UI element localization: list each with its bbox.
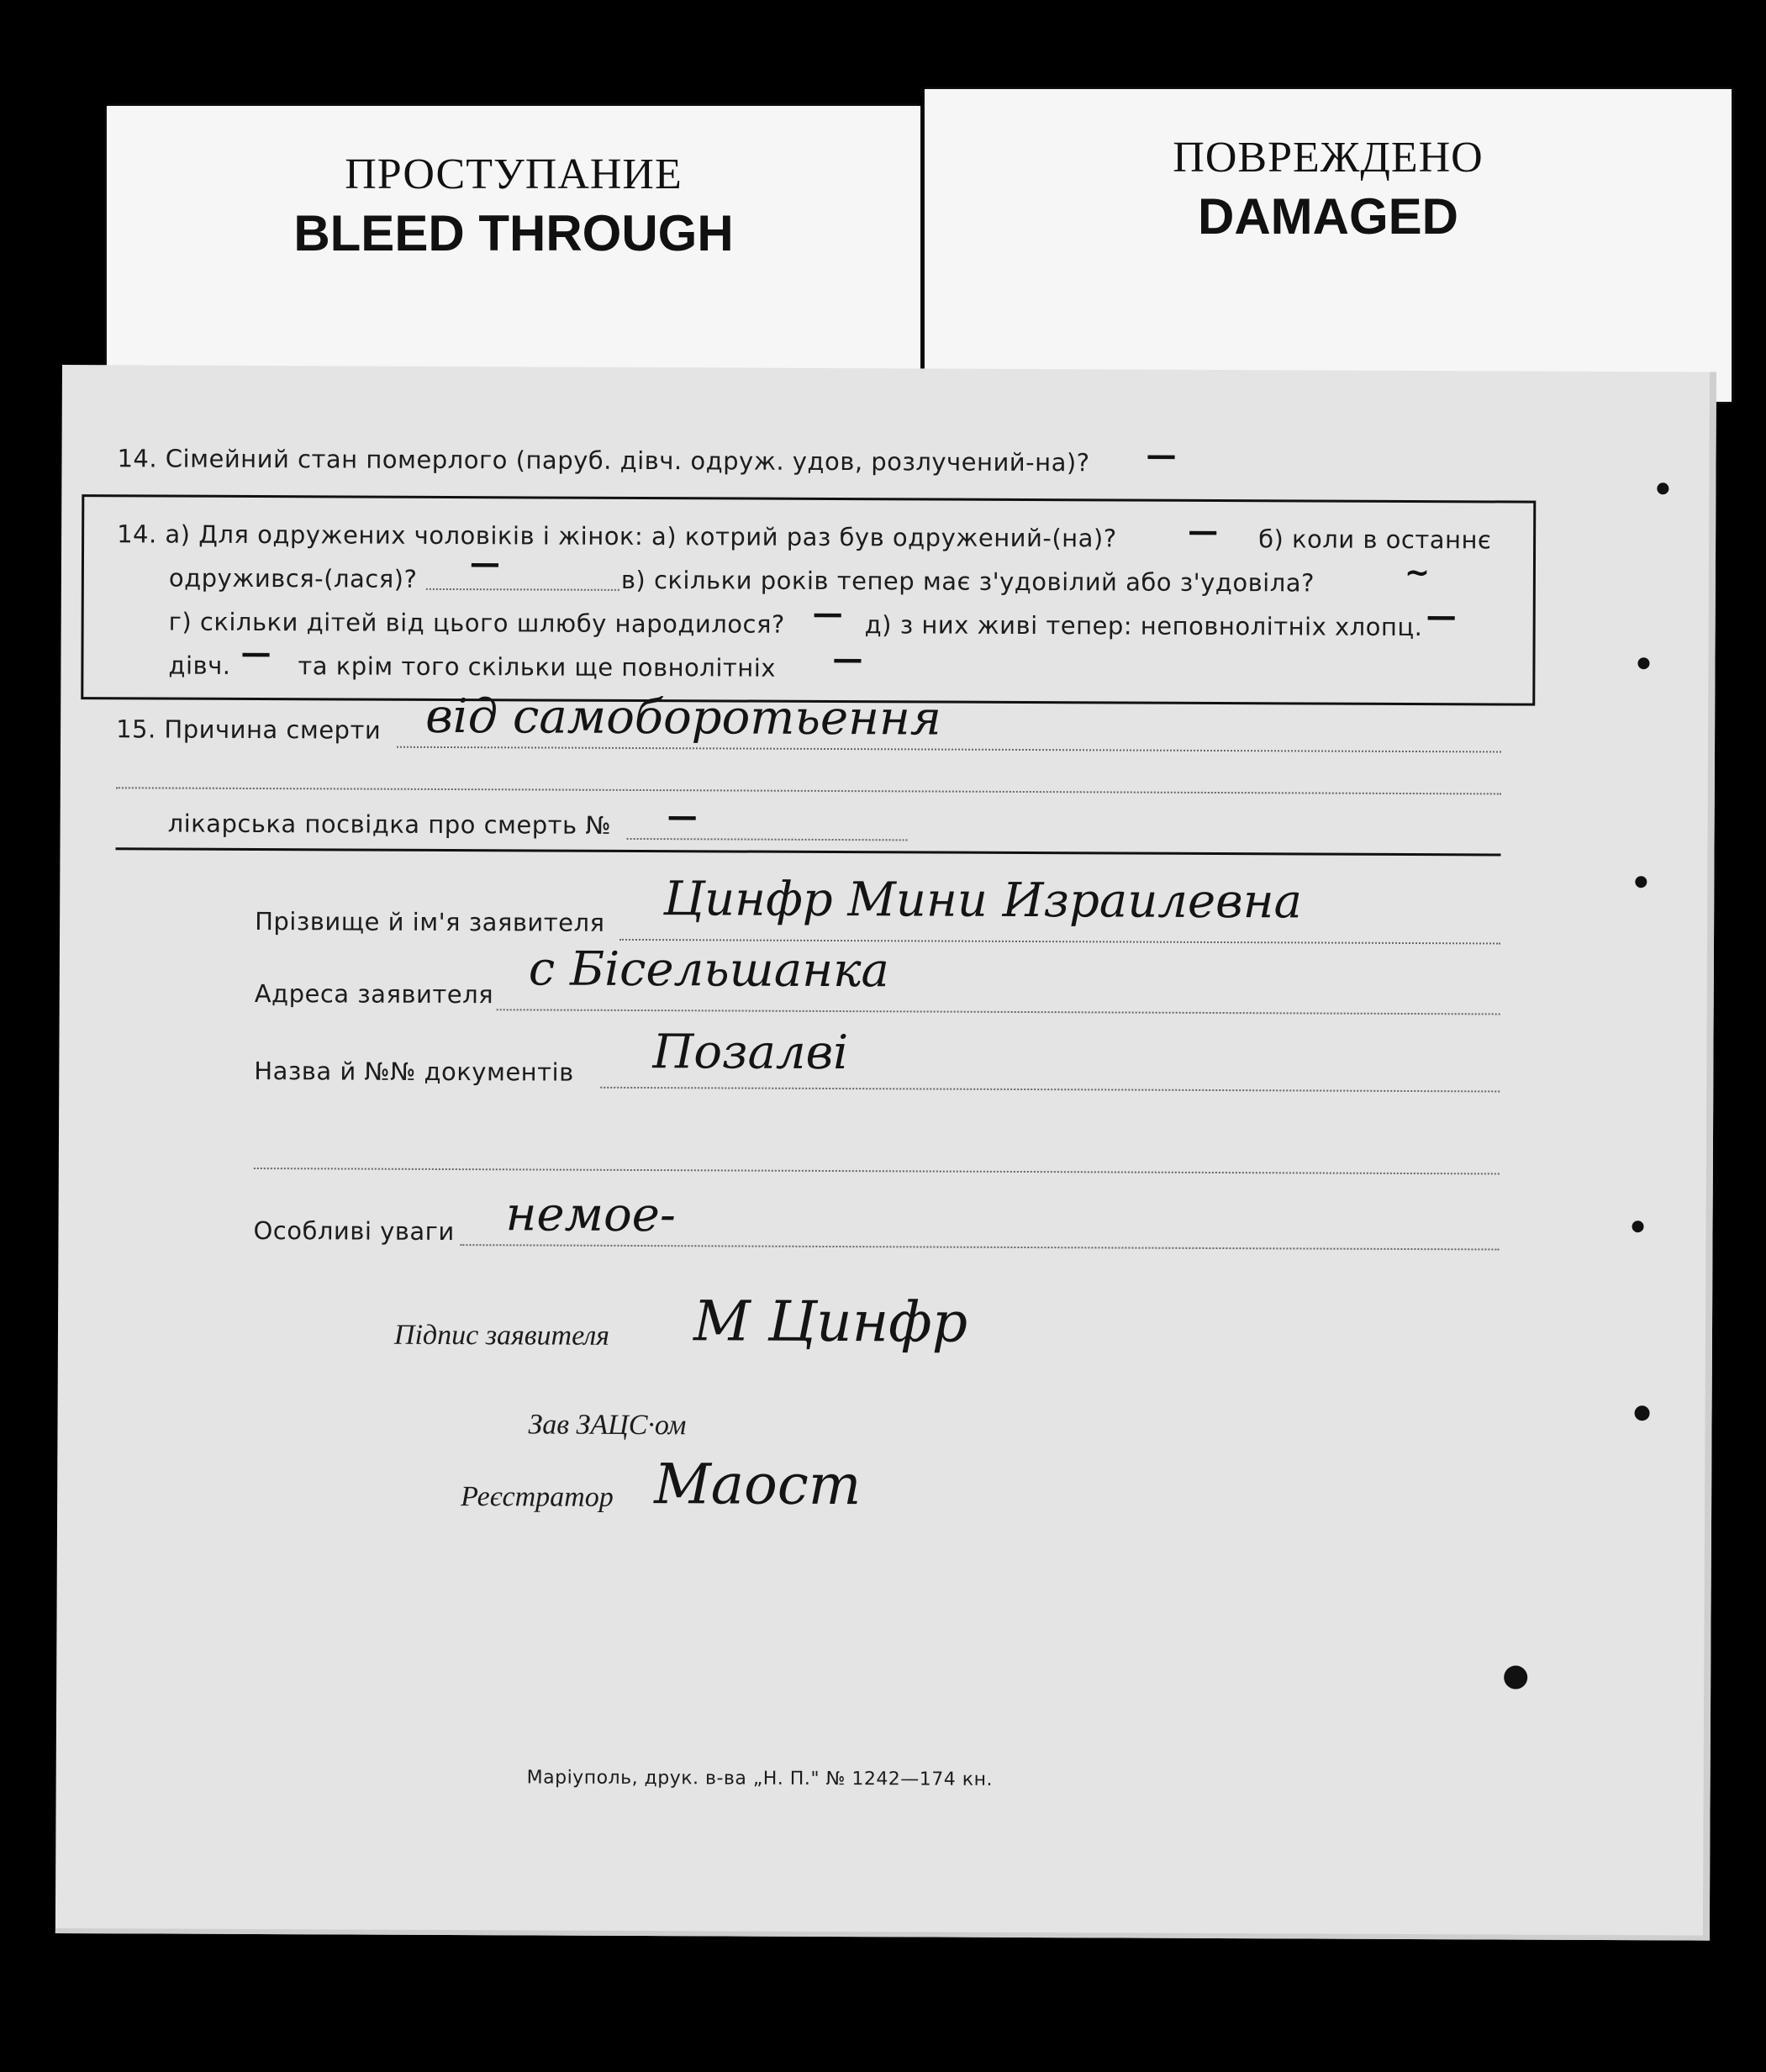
q14a-line3b: д) з них живі тепер: неповнолітніх хлопц. xyxy=(864,610,1423,642)
binding-hole xyxy=(1637,657,1649,669)
q14a-line4b: та крім того скільки ще повнолітніх xyxy=(298,651,777,683)
cert-dotline xyxy=(627,838,908,841)
zags-label: Зав ЗАЦС·ом xyxy=(528,1409,687,1442)
q14a-boys-answer: — xyxy=(1426,599,1457,635)
q14-label: 14. Сімейний стан померлого (паруб. дівч. одруж. удов, розлучений-на)? xyxy=(117,444,1090,477)
q14a-girls-answer: — xyxy=(240,635,271,672)
q15-label: 15. Причина смерти xyxy=(116,714,382,745)
q14a-line3a: г) скільки дітей від цього шлюбу народилося? xyxy=(168,607,785,639)
documents-label: Назва й №№ документів xyxy=(254,1057,574,1087)
q14a-last-answer: — xyxy=(469,546,501,582)
q15-dotline xyxy=(397,746,1501,753)
documents-dotline-2 xyxy=(254,1168,1500,1174)
applicant-name-label: Прізвище й ім'я заявителя xyxy=(255,907,605,937)
q14a-line1b: б) коли в останнє xyxy=(1258,525,1492,555)
binding-hole xyxy=(1657,482,1668,494)
applicant-signature: М Цинфр xyxy=(693,1289,968,1355)
signature-label: Підпис заявителя xyxy=(393,1319,610,1352)
q14a-line2a: одружився-(лася)? xyxy=(168,563,418,593)
bleed-through-en: BLEED THROUGH xyxy=(293,205,734,261)
printer-imprint: Маріуполь, друк. в-ва „Н. П." № 1242—174 кн. xyxy=(526,1767,994,1790)
q14a-widowed-answer: ~ xyxy=(1404,555,1431,591)
remarks-dotline xyxy=(460,1244,1499,1250)
binding-hole xyxy=(1504,1665,1527,1689)
q14a-line2b: в) скільки років тепер має з'удовілий або з'удовіла? xyxy=(620,565,1315,598)
documents-handwriting: Позалві xyxy=(652,1025,849,1081)
q14a-line4a: дівч. xyxy=(168,651,231,680)
damaged-card xyxy=(925,89,1732,402)
binding-hole xyxy=(1635,876,1647,888)
death-record-form xyxy=(55,365,1716,1941)
q14a-children-answer: — xyxy=(812,596,843,632)
applicant-address-dotline xyxy=(497,1009,1500,1015)
applicant-address-handwriting: с Бісельшанка xyxy=(528,941,890,999)
damaged-en: DAMAGED xyxy=(1198,188,1458,245)
remarks-handwriting: немое- xyxy=(505,1187,676,1243)
remarks-label: Особливі уваги xyxy=(253,1216,455,1247)
binding-hole xyxy=(1635,1405,1650,1421)
q14a-line1: 14. а) Для одружених чоловіків і жінок: а) котрий раз був одружений-(на)? xyxy=(117,519,1117,553)
bleed-through-card xyxy=(107,106,920,392)
binding-hole xyxy=(1632,1221,1644,1232)
cert-label: лікарська посвідка про смерть № xyxy=(167,809,612,840)
damaged-ru: ПОВРЕЖДЕНО xyxy=(1173,134,1484,182)
cause-handwriting: від самоборотьення xyxy=(425,688,942,746)
q14a-times-answer: — xyxy=(1188,514,1219,550)
applicant-address-label: Адреса заявителя xyxy=(254,979,494,1010)
registrar-label: Реєстратор xyxy=(461,1481,614,1513)
cert-answer: — xyxy=(667,799,698,835)
q14a-adults-answer: — xyxy=(832,642,863,677)
applicant-name-handwriting: Цинфр Мини Израилевна xyxy=(663,872,1303,930)
q15-dotline-2 xyxy=(116,787,1501,794)
registrar-signature: Маост xyxy=(654,1452,862,1518)
section-divider xyxy=(115,847,1500,856)
documents-dotline xyxy=(600,1087,1500,1093)
bleed-through-ru: ПРОСТУПАНИЕ xyxy=(345,150,683,198)
q14-answer: — xyxy=(1146,438,1177,473)
